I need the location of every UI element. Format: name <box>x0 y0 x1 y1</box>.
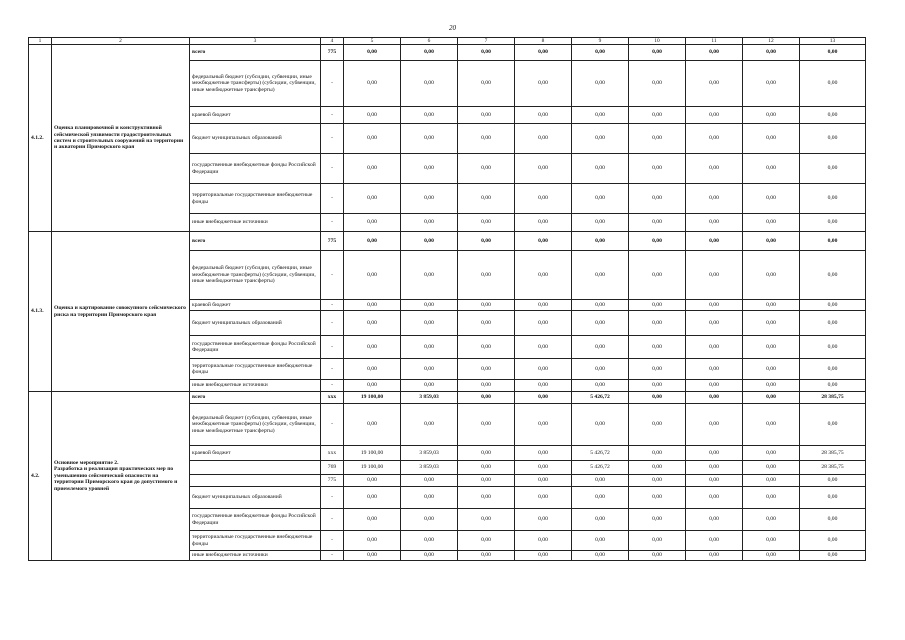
amount-cell: 28 385,75 <box>800 446 866 461</box>
item-index: 4.1.3. <box>29 232 52 392</box>
amount-cell: 0,00 <box>572 475 629 487</box>
budget-code: ххх <box>321 446 344 461</box>
amount-cell: 0,00 <box>743 359 800 380</box>
header-cell: 13 <box>800 38 866 45</box>
amount-cell: 0,00 <box>515 214 572 232</box>
table-row <box>29 45 866 61</box>
amount-cell: 0,00 <box>743 124 800 154</box>
amount-cell: 0,00 <box>401 336 458 359</box>
amount-cell: 0,00 <box>515 61 572 107</box>
funding-source: бюджет муниципальных образований <box>190 311 321 336</box>
amount-cell: 0,00 <box>515 509 572 531</box>
amount-cell: 0,00 <box>401 107 458 124</box>
amount-cell: 0,00 <box>800 154 866 184</box>
item-name-cell <box>52 45 190 232</box>
amount-cell: 0,00 <box>458 311 515 336</box>
budget-code: - <box>321 509 344 531</box>
amount-cell: 0,00 <box>629 61 686 107</box>
amount-cell: 0,00 <box>344 61 401 107</box>
amount-cell: 0,00 <box>800 300 866 311</box>
item-name-cell <box>52 392 190 561</box>
amount-cell: 0,00 <box>686 509 743 531</box>
amount-cell: 0,00 <box>344 214 401 232</box>
item-heading: Основное мероприятие 2. <box>54 459 119 466</box>
funding-source: всего <box>190 392 321 404</box>
amount-cell: 3 859,03 <box>401 461 458 475</box>
amount-cell: 0,00 <box>401 509 458 531</box>
amount-cell: 0,00 <box>629 509 686 531</box>
budget-code: - <box>321 107 344 124</box>
header-cell: 7 <box>458 38 515 45</box>
budget-code: - <box>321 380 344 392</box>
amount-cell: 0,00 <box>743 392 800 404</box>
amount-cell: 0,00 <box>458 45 515 61</box>
amount-cell: 19 100,00 <box>344 461 401 475</box>
budget-code: - <box>321 531 344 551</box>
amount-cell: 0,00 <box>686 251 743 300</box>
amount-cell: 0,00 <box>686 124 743 154</box>
amount-cell: 0,00 <box>515 311 572 336</box>
amount-cell: 0,00 <box>800 214 866 232</box>
amount-cell: 0,00 <box>572 61 629 107</box>
amount-cell: 0,00 <box>743 214 800 232</box>
amount-cell: 0,00 <box>515 551 572 561</box>
amount-cell: 0,00 <box>344 551 401 561</box>
amount-cell: 0,00 <box>401 551 458 561</box>
funding-source <box>190 461 321 475</box>
amount-cell: 0,00 <box>572 336 629 359</box>
amount-cell: 0,00 <box>629 404 686 446</box>
amount-cell: 0,00 <box>458 461 515 475</box>
amount-cell: 0,00 <box>572 300 629 311</box>
amount-cell: 0,00 <box>743 487 800 509</box>
amount-cell: 0,00 <box>800 380 866 392</box>
amount-cell: 0,00 <box>686 61 743 107</box>
amount-cell: 0,00 <box>401 311 458 336</box>
amount-cell: 0,00 <box>743 61 800 107</box>
amount-cell: 0,00 <box>401 214 458 232</box>
header-cell: 12 <box>743 38 800 45</box>
amount-cell: 0,00 <box>344 509 401 531</box>
amount-cell: 0,00 <box>743 380 800 392</box>
amount-cell: 0,00 <box>515 300 572 311</box>
amount-cell: 0,00 <box>686 392 743 404</box>
amount-cell: 0,00 <box>572 359 629 380</box>
funding-source: государственные внебюджетные фонды Российской Федерации <box>190 336 321 359</box>
amount-cell: 0,00 <box>800 232 866 251</box>
amount-cell: 0,00 <box>344 359 401 380</box>
amount-cell: 0,00 <box>629 232 686 251</box>
header-cell: 1 <box>29 38 52 45</box>
amount-cell: 0,00 <box>458 61 515 107</box>
amount-cell: 0,00 <box>686 232 743 251</box>
amount-cell: 0,00 <box>800 475 866 487</box>
amount-cell: 0,00 <box>743 475 800 487</box>
budget-code: - <box>321 300 344 311</box>
item-index: 4.1.2. <box>29 45 52 232</box>
amount-cell: 0,00 <box>800 45 866 61</box>
amount-cell: 0,00 <box>458 392 515 404</box>
amount-cell: 0,00 <box>401 531 458 551</box>
amount-cell: 0,00 <box>515 446 572 461</box>
amount-cell: 0,00 <box>686 475 743 487</box>
amount-cell: 0,00 <box>686 107 743 124</box>
funding-source: федеральный бюджет (субсидии, субвенции, иные межбюджетные трансферты) (субсидии, субвенции, иные межбюджетные трансферты) <box>190 404 321 446</box>
funding-source: территориальные государственные внебюджетные фонды <box>190 531 321 551</box>
budget-code: - <box>321 214 344 232</box>
amount-cell: 0,00 <box>458 300 515 311</box>
amount-cell: 0,00 <box>800 404 866 446</box>
amount-cell: 0,00 <box>458 446 515 461</box>
amount-cell: 0,00 <box>800 107 866 124</box>
amount-cell: 0,00 <box>629 531 686 551</box>
amount-cell: 0,00 <box>458 154 515 184</box>
amount-cell: 0,00 <box>572 251 629 300</box>
item-name: Оценка планировочной и конструктивной сейсмической уязвимости градостроительных систем и строительных сооружений на территории и акватории Приморского края <box>54 125 184 151</box>
amount-cell: 0,00 <box>629 487 686 509</box>
amount-cell: 0,00 <box>743 232 800 251</box>
amount-cell: 0,00 <box>344 475 401 487</box>
funding-source <box>190 475 321 487</box>
budget-table <box>28 37 866 561</box>
header-cell: 9 <box>572 38 629 45</box>
funding-source: иные внебюджетные источники <box>190 380 321 392</box>
budget-code: - <box>321 551 344 561</box>
budget-code: - <box>321 311 344 336</box>
amount-cell: 0,00 <box>572 487 629 509</box>
funding-source: краевой бюджет <box>190 446 321 461</box>
budget-code: 775 <box>321 475 344 487</box>
amount-cell: 0,00 <box>515 404 572 446</box>
amount-cell: 0,00 <box>458 107 515 124</box>
header-cell: 5 <box>344 38 401 45</box>
amount-cell: 0,00 <box>629 124 686 154</box>
amount-cell: 0,00 <box>458 336 515 359</box>
amount-cell: 0,00 <box>800 487 866 509</box>
amount-cell: 0,00 <box>572 107 629 124</box>
amount-cell: 0,00 <box>743 509 800 531</box>
budget-code: - <box>321 124 344 154</box>
amount-cell: 0,00 <box>458 475 515 487</box>
amount-cell: 0,00 <box>686 380 743 392</box>
amount-cell: 19 100,00 <box>344 446 401 461</box>
amount-cell: 0,00 <box>515 380 572 392</box>
funding-source: бюджет муниципальных образований <box>190 487 321 509</box>
funding-source: краевой бюджет <box>190 300 321 311</box>
amount-cell: 0,00 <box>401 154 458 184</box>
amount-cell: 0,00 <box>515 392 572 404</box>
amount-cell: 0,00 <box>458 184 515 214</box>
amount-cell: 0,00 <box>686 45 743 61</box>
item-index: 4.2. <box>29 392 52 561</box>
amount-cell: 0,00 <box>401 251 458 300</box>
amount-cell: 0,00 <box>629 214 686 232</box>
amount-cell: 0,00 <box>800 184 866 214</box>
amount-cell: 0,00 <box>800 124 866 154</box>
amount-cell: 0,00 <box>572 509 629 531</box>
amount-cell: 0,00 <box>572 380 629 392</box>
header-cell: 8 <box>515 38 572 45</box>
amount-cell: 0,00 <box>743 336 800 359</box>
amount-cell: 0,00 <box>572 154 629 184</box>
amount-cell: 0,00 <box>629 336 686 359</box>
amount-cell: 0,00 <box>743 404 800 446</box>
amount-cell: 0,00 <box>344 45 401 61</box>
funding-source: иные внебюджетные источники <box>190 551 321 561</box>
amount-cell: 0,00 <box>743 107 800 124</box>
amount-cell: 0,00 <box>686 359 743 380</box>
amount-cell: 0,00 <box>572 214 629 232</box>
budget-code: - <box>321 154 344 184</box>
amount-cell: 0,00 <box>686 461 743 475</box>
amount-cell: 0,00 <box>515 336 572 359</box>
amount-cell: 0,00 <box>572 404 629 446</box>
amount-cell: 0,00 <box>800 551 866 561</box>
amount-cell: 0,00 <box>800 509 866 531</box>
amount-cell: 0,00 <box>629 300 686 311</box>
amount-cell: 0,00 <box>344 311 401 336</box>
amount-cell: 0,00 <box>686 551 743 561</box>
page-number: 20 <box>449 24 456 32</box>
amount-cell: 0,00 <box>344 124 401 154</box>
amount-cell: 0,00 <box>629 551 686 561</box>
amount-cell: 0,00 <box>686 446 743 461</box>
amount-cell: 0,00 <box>743 251 800 300</box>
amount-cell: 28 385,75 <box>800 392 866 404</box>
header-cell: 2 <box>52 38 190 45</box>
amount-cell: 0,00 <box>629 311 686 336</box>
amount-cell: 0,00 <box>515 359 572 380</box>
amount-cell: 0,00 <box>515 232 572 251</box>
funding-source: территориальные государственные внебюджетные фонды <box>190 184 321 214</box>
funding-source: федеральный бюджет (субсидии, субвенции, иные межбюджетные трансферты) (субсидии, субвенции, иные межбюджетные трансферты) <box>190 251 321 300</box>
table-row <box>29 392 866 404</box>
amount-cell: 0,00 <box>686 300 743 311</box>
funding-source: краевой бюджет <box>190 107 321 124</box>
amount-cell: 0,00 <box>401 124 458 154</box>
item-name: Оценка и картирование совокупного сейсмического риска на территории Приморского края <box>54 305 186 318</box>
amount-cell: 0,00 <box>515 45 572 61</box>
header-row <box>29 38 866 45</box>
amount-cell: 0,00 <box>629 380 686 392</box>
amount-cell: 0,00 <box>515 461 572 475</box>
amount-cell: 0,00 <box>743 551 800 561</box>
amount-cell: 0,00 <box>458 487 515 509</box>
amount-cell: 0,00 <box>515 475 572 487</box>
funding-source: всего <box>190 45 321 61</box>
amount-cell: 0,00 <box>686 531 743 551</box>
amount-cell: 0,00 <box>743 45 800 61</box>
amount-cell: 28 385,75 <box>800 461 866 475</box>
amount-cell: 0,00 <box>515 107 572 124</box>
amount-cell: 0,00 <box>344 531 401 551</box>
amount-cell: 0,00 <box>344 487 401 509</box>
amount-cell: 0,00 <box>572 311 629 336</box>
amount-cell: 19 100,00 <box>344 392 401 404</box>
amount-cell: 0,00 <box>344 232 401 251</box>
item-name-cell <box>52 232 190 392</box>
amount-cell: 0,00 <box>743 184 800 214</box>
amount-cell: 3 859,03 <box>401 392 458 404</box>
budget-code: - <box>321 359 344 380</box>
amount-cell: 0,00 <box>458 232 515 251</box>
amount-cell: 0,00 <box>629 107 686 124</box>
budget-code: - <box>321 251 344 300</box>
amount-cell: 0,00 <box>572 184 629 214</box>
amount-cell: 5 426,72 <box>572 392 629 404</box>
header-cell: 4 <box>321 38 344 45</box>
amount-cell: 0,00 <box>401 61 458 107</box>
amount-cell: 0,00 <box>629 475 686 487</box>
amount-cell: 0,00 <box>572 531 629 551</box>
amount-cell: 0,00 <box>344 300 401 311</box>
amount-cell: 0,00 <box>458 251 515 300</box>
funding-source: федеральный бюджет (субсидии, субвенции, иные межбюджетные трансферты) (субсидии, субвенции, иные межбюджетные трансферты) <box>190 61 321 107</box>
funding-source: бюджет муниципальных образований <box>190 124 321 154</box>
amount-cell: 0,00 <box>629 359 686 380</box>
funding-source: иные внебюджетные источники <box>190 214 321 232</box>
amount-cell: 0,00 <box>401 380 458 392</box>
budget-code: ххх <box>321 392 344 404</box>
amount-cell: 0,00 <box>800 251 866 300</box>
amount-cell: 0,00 <box>686 154 743 184</box>
amount-cell: 0,00 <box>458 509 515 531</box>
amount-cell: 0,00 <box>686 487 743 509</box>
amount-cell: 0,00 <box>401 487 458 509</box>
amount-cell: 0,00 <box>800 531 866 551</box>
budget-code: - <box>321 336 344 359</box>
amount-cell: 0,00 <box>401 232 458 251</box>
amount-cell: 0,00 <box>515 487 572 509</box>
header-cell: 3 <box>190 38 321 45</box>
budget-code: 775 <box>321 232 344 251</box>
amount-cell: 0,00 <box>743 446 800 461</box>
table-body <box>29 38 866 561</box>
amount-cell: 0,00 <box>686 336 743 359</box>
amount-cell: 0,00 <box>401 184 458 214</box>
amount-cell: 0,00 <box>344 107 401 124</box>
amount-cell: 0,00 <box>572 232 629 251</box>
amount-cell: 0,00 <box>458 214 515 232</box>
amount-cell: 0,00 <box>401 45 458 61</box>
amount-cell: 0,00 <box>629 45 686 61</box>
amount-cell: 0,00 <box>743 531 800 551</box>
amount-cell: 5 426,72 <box>572 461 629 475</box>
amount-cell: 0,00 <box>629 184 686 214</box>
amount-cell: 0,00 <box>344 336 401 359</box>
amount-cell: 0,00 <box>344 154 401 184</box>
amount-cell: 0,00 <box>515 184 572 214</box>
amount-cell: 0,00 <box>686 184 743 214</box>
amount-cell: 0,00 <box>401 475 458 487</box>
amount-cell: 0,00 <box>686 214 743 232</box>
amount-cell: 0,00 <box>344 380 401 392</box>
funding-source: государственные внебюджетные фонды Российской Федерации <box>190 509 321 531</box>
amount-cell: 3 859,03 <box>401 446 458 461</box>
header-cell: 11 <box>686 38 743 45</box>
amount-cell: 0,00 <box>515 154 572 184</box>
funding-source: государственные внебюджетные фонды Российской Федерации <box>190 154 321 184</box>
amount-cell: 0,00 <box>572 124 629 154</box>
amount-cell: 0,00 <box>458 531 515 551</box>
funding-source: территориальные государственные внебюджетные фонды <box>190 359 321 380</box>
amount-cell: 0,00 <box>401 404 458 446</box>
amount-cell: 0,00 <box>401 359 458 380</box>
amount-cell: 0,00 <box>572 551 629 561</box>
amount-cell: 0,00 <box>344 251 401 300</box>
header-cell: 10 <box>629 38 686 45</box>
amount-cell: 0,00 <box>629 392 686 404</box>
amount-cell: 0,00 <box>344 404 401 446</box>
amount-cell: 0,00 <box>572 45 629 61</box>
amount-cell: 0,00 <box>629 154 686 184</box>
amount-cell: 5 426,72 <box>572 446 629 461</box>
amount-cell: 0,00 <box>515 251 572 300</box>
funding-source: всего <box>190 232 321 251</box>
budget-code: - <box>321 61 344 107</box>
amount-cell: 0,00 <box>629 446 686 461</box>
amount-cell: 0,00 <box>686 404 743 446</box>
budget-code: - <box>321 404 344 446</box>
budget-code: - <box>321 487 344 509</box>
budget-code: - <box>321 184 344 214</box>
amount-cell: 0,00 <box>401 300 458 311</box>
amount-cell: 0,00 <box>743 311 800 336</box>
amount-cell: 0,00 <box>458 551 515 561</box>
amount-cell: 0,00 <box>458 124 515 154</box>
amount-cell: 0,00 <box>800 311 866 336</box>
amount-cell: 0,00 <box>743 461 800 475</box>
amount-cell: 0,00 <box>743 154 800 184</box>
amount-cell: 0,00 <box>515 124 572 154</box>
amount-cell: 0,00 <box>458 380 515 392</box>
amount-cell: 0,00 <box>800 359 866 380</box>
amount-cell: 0,00 <box>743 300 800 311</box>
amount-cell: 0,00 <box>458 359 515 380</box>
budget-code: 775 <box>321 45 344 61</box>
budget-code: 769 <box>321 461 344 475</box>
amount-cell: 0,00 <box>629 461 686 475</box>
amount-cell: 0,00 <box>800 61 866 107</box>
item-name: Разработка и реализация практических мер по уменьшению сейсмической опасности на территории Приморского края до допустимого и приемлемого уровней <box>54 466 178 492</box>
amount-cell: 0,00 <box>458 404 515 446</box>
table-row <box>29 232 866 251</box>
amount-cell: 0,00 <box>629 251 686 300</box>
amount-cell: 0,00 <box>344 184 401 214</box>
amount-cell: 0,00 <box>800 336 866 359</box>
header-cell: 6 <box>401 38 458 45</box>
amount-cell: 0,00 <box>686 311 743 336</box>
amount-cell: 0,00 <box>515 531 572 551</box>
